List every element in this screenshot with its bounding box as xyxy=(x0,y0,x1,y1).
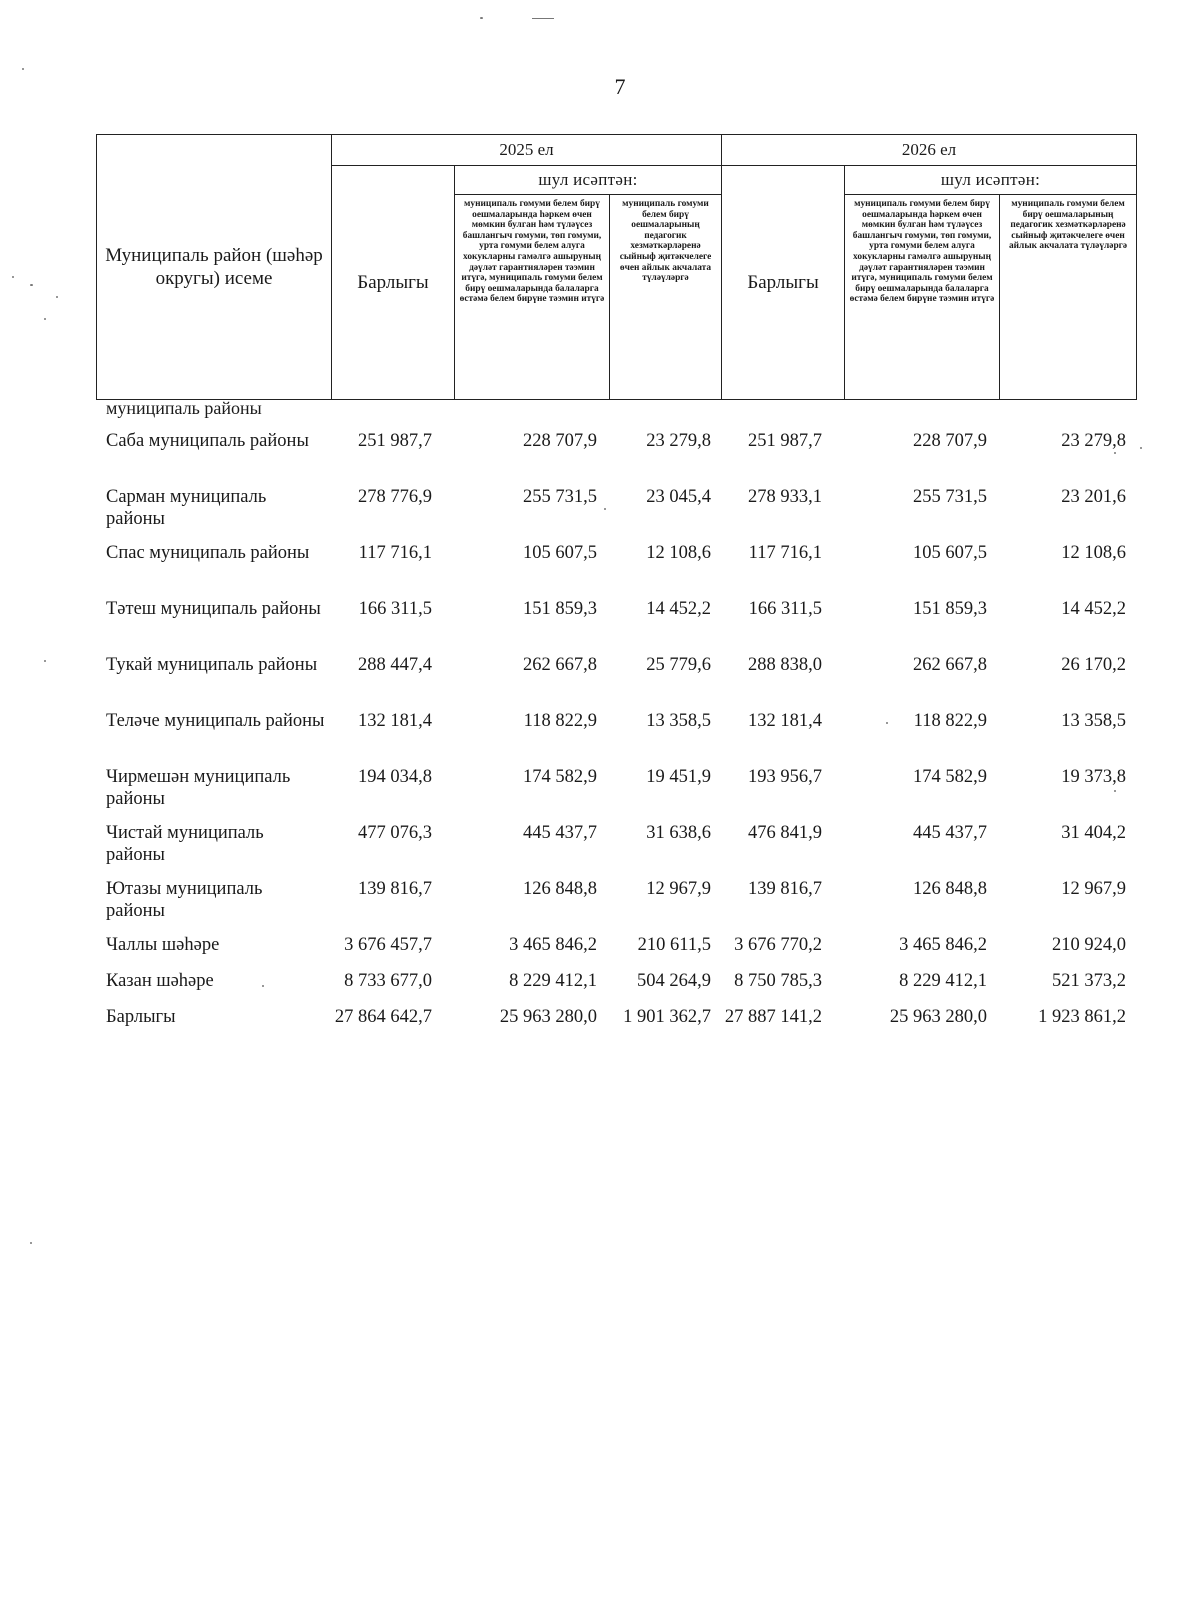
row-value: 27 864 642,7 xyxy=(334,1007,432,1027)
row-value: 117 716,1 xyxy=(748,543,822,563)
row-value: 445 437,7 xyxy=(523,823,597,843)
data-table xyxy=(96,430,1136,1042)
row-name: Чистай муниципаль районы xyxy=(106,823,264,865)
table-row xyxy=(96,934,1136,970)
row-value: 3 676 770,2 xyxy=(734,935,822,955)
row-value: 13 358,5 xyxy=(1061,711,1126,731)
scan-speck xyxy=(22,68,24,70)
row-value: 31 404,2 xyxy=(1061,823,1126,843)
data-table-body xyxy=(96,430,1136,1042)
scan-speck xyxy=(12,276,14,278)
table-row xyxy=(96,878,1136,934)
column-header-class-teacher-pay-2025: муниципаль гомуми белем бирү оешмаларының педагогик хезмәткәрләренә сыйныф җитәкчелеге өчен айлык акчалата түләүләргә xyxy=(610,195,722,400)
column-header-guarantees-2026: муниципаль гомуми белем бирү оешмаларында һәркем өчен мөмкин булган һәм түләүсез башлангыч гомуми, төп гомуми, урта гомуми белем алуга хокукларны гамәлгә ашыруның дәүләт гарантияләрен тәэмин итүгә, муниципаль гомуми белем бирү оешмаларында балаларга өстәмә белем бирүне тәэмин итүгә xyxy=(845,195,1000,400)
row-value: 174 582,9 xyxy=(523,767,597,787)
row-value: 117 716,1 xyxy=(358,543,432,563)
table-header xyxy=(96,134,1137,400)
row-value: 504 264,9 xyxy=(637,971,711,991)
scan-speck xyxy=(30,1242,32,1244)
table-row xyxy=(96,710,1136,766)
row-value: 26 170,2 xyxy=(1061,655,1126,675)
scan-speck xyxy=(56,296,58,298)
row-value: 12 108,6 xyxy=(646,543,711,563)
row-value: 1 901 362,7 xyxy=(623,1007,711,1027)
row-value: 151 859,3 xyxy=(913,599,987,619)
table-row xyxy=(96,486,1136,542)
row-value: 23 201,6 xyxy=(1061,487,1126,507)
row-name: Теләче муниципаль районы xyxy=(106,711,325,731)
row-value: 27 887 141,2 xyxy=(724,1007,822,1027)
row-value: 151 859,3 xyxy=(523,599,597,619)
row-value: 1 923 861,2 xyxy=(1038,1007,1126,1027)
row-value: 13 358,5 xyxy=(646,711,711,731)
row-value: 521 373,2 xyxy=(1052,971,1126,991)
scan-speck xyxy=(1140,447,1142,449)
scan-speck xyxy=(532,18,554,19)
column-header-class-teacher-pay-2026: муниципаль гомуми белем бирү оешмаларының педагогик хезмәткәрләренә сыйныф җитәкчелеге өчен айлык акчалата түләүләргә xyxy=(1000,195,1137,400)
row-value: 193 956,7 xyxy=(748,767,822,787)
row-value: 166 311,5 xyxy=(748,599,822,619)
table-row xyxy=(96,766,1136,822)
row-value: 255 731,5 xyxy=(523,487,597,507)
column-header-including-2025: шул исәптән: xyxy=(455,166,722,195)
row-value: 105 607,5 xyxy=(913,543,987,563)
row-name: Чаллы шәһәре xyxy=(106,935,220,955)
row-value: 3 465 846,2 xyxy=(899,935,987,955)
row-value: 19 451,9 xyxy=(646,767,711,787)
table-row xyxy=(96,598,1136,654)
row-value: 14 452,2 xyxy=(646,599,711,619)
table-row xyxy=(96,654,1136,710)
table-row xyxy=(96,822,1136,878)
row-value: 139 816,7 xyxy=(358,879,432,899)
scan-speck xyxy=(30,284,33,286)
row-value: 12 967,9 xyxy=(646,879,711,899)
table-row xyxy=(96,542,1136,598)
row-value: 118 822,9 xyxy=(913,711,987,731)
row-value: 3 676 457,7 xyxy=(344,935,432,955)
row-name: Чирмешән муниципаль районы xyxy=(106,767,291,809)
row-name: Тәтеш муниципаль районы xyxy=(106,599,321,619)
column-header-name: Муниципаль район (шәһәр округы) исеме xyxy=(97,135,332,400)
row-value: 126 848,8 xyxy=(913,879,987,899)
row-value: 251 987,7 xyxy=(748,431,822,451)
row-name: Ютазы муниципаль районы xyxy=(106,879,263,921)
row-value: 278 933,1 xyxy=(748,487,822,507)
row-value: 477 076,3 xyxy=(358,823,432,843)
row-value: 228 707,9 xyxy=(523,431,597,451)
row-value: 174 582,9 xyxy=(913,767,987,787)
row-value: 476 841,9 xyxy=(748,823,822,843)
row-name: Барлыгы xyxy=(106,1007,176,1027)
table-row xyxy=(96,970,1136,1006)
column-header-total-2025: Барлыгы xyxy=(332,166,455,400)
row-name: Саба муниципаль районы xyxy=(106,431,309,451)
row-value: 126 848,8 xyxy=(523,879,597,899)
row-value: 23 045,4 xyxy=(646,487,711,507)
row-value: 23 279,8 xyxy=(646,431,711,451)
year-header-2025: 2025 ел xyxy=(332,135,722,166)
row-value: 25 779,6 xyxy=(646,655,711,675)
column-header-guarantees-2025: муниципаль гомуми белем бирү оешмаларында һәркем өчен мөмкин булган һәм түләүсез башлангыч гомуми, төп гомуми, урта гомуми белем алуга хокукларны гамәлгә ашыруның дәүләт гарантияләрен тәэмин итүгә, муниципаль гомуми белем бирү оешмаларында балаларга өстәмә белем бирүне тәэмин итүгә xyxy=(455,195,610,400)
row-value: 288 447,4 xyxy=(358,655,432,675)
row-value: 166 311,5 xyxy=(358,599,432,619)
row-value: 105 607,5 xyxy=(523,543,597,563)
row-value: 3 465 846,2 xyxy=(509,935,597,955)
row-value: 118 822,9 xyxy=(523,711,597,731)
row-value: 445 437,7 xyxy=(913,823,987,843)
section-label: муниципаль районы xyxy=(106,398,262,418)
row-value: 278 776,9 xyxy=(358,487,432,507)
scan-speck xyxy=(480,17,483,19)
column-header-total-2026: Барлыгы xyxy=(722,166,845,400)
row-value: 194 034,8 xyxy=(358,767,432,787)
row-value: 132 181,4 xyxy=(748,711,822,731)
row-value: 23 279,8 xyxy=(1061,431,1126,451)
scan-speck xyxy=(44,318,46,320)
table-row xyxy=(96,430,1136,486)
column-header-including-2026: шул исәптән: xyxy=(845,166,1137,195)
row-name: Тукай муниципаль районы xyxy=(106,655,318,675)
row-name: Спас муниципаль районы xyxy=(106,543,310,563)
row-value: 210 924,0 xyxy=(1052,935,1126,955)
row-value: 8 733 677,0 xyxy=(344,971,432,991)
row-value: 8 229 412,1 xyxy=(899,971,987,991)
row-value: 31 638,6 xyxy=(646,823,711,843)
row-value: 210 611,5 xyxy=(637,935,711,955)
row-name: Сарман муниципаль районы xyxy=(106,487,267,529)
scan-speck xyxy=(44,660,46,662)
row-value: 255 731,5 xyxy=(913,487,987,507)
row-value: 132 181,4 xyxy=(358,711,432,731)
year-header-2026: 2026 ел xyxy=(722,135,1137,166)
row-value: 12 967,9 xyxy=(1061,879,1126,899)
row-value: 251 987,7 xyxy=(358,431,432,451)
table-row xyxy=(96,1006,1136,1042)
row-value: 25 963 280,0 xyxy=(499,1007,597,1027)
row-value: 25 963 280,0 xyxy=(889,1007,987,1027)
row-value: 228 707,9 xyxy=(913,431,987,451)
row-value: 262 667,8 xyxy=(913,655,987,675)
row-value: 139 816,7 xyxy=(748,879,822,899)
row-name: Казан шәһәре xyxy=(106,971,214,991)
row-value: 14 452,2 xyxy=(1061,599,1126,619)
page-number: 7 xyxy=(614,74,626,99)
row-value: 12 108,6 xyxy=(1061,543,1126,563)
row-value: 19 373,8 xyxy=(1061,767,1126,787)
row-value: 8 750 785,3 xyxy=(734,971,822,991)
row-value: 262 667,8 xyxy=(523,655,597,675)
row-value: 288 838,0 xyxy=(748,655,822,675)
row-value: 8 229 412,1 xyxy=(509,971,597,991)
